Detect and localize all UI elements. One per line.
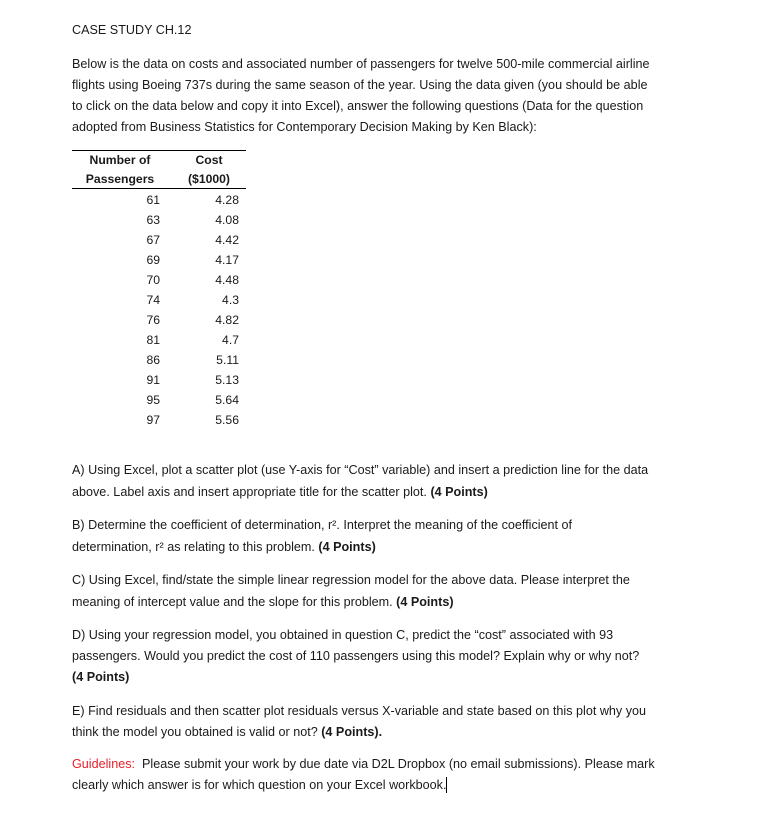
cell-cost: 4.7 [222,333,239,347]
guidelines-line[interactable] [72,777,447,793]
cell-passengers: 67 [146,233,160,247]
header-passengers [72,151,168,189]
period: . [378,725,383,739]
question-b-line: B) Determine the coefficient of determination, r². Interpret the meaning of the coefficient of [72,518,573,532]
question-d-line: D) Using your regression model, you obtained in question C, predict the “cost” associated with 93 [72,628,614,642]
points: (4 Points) [318,540,376,554]
question-a-line [72,484,488,500]
text: clearly which answer is for which question on your Excel workbook. [72,778,447,792]
text: think the model you obtained is valid or not? [72,725,322,739]
points: (4 Points) [430,485,488,499]
intro-line: Below is the data on costs and associated number of passengers for twelve 500-mile commercial airline [72,57,650,71]
guidelines-line [72,756,655,772]
cell-passengers: 95 [146,393,160,407]
question-a-line: A) Using Excel, plot a scatter plot (use Y-axis for “Cost” variable) and insert a prediction line for the data [72,463,649,477]
question-c-line: C) Using Excel, find/state the simple linear regression model for the above data. Please interpret the [72,573,630,587]
cell-cost: 5.56 [215,413,239,427]
question-e-line: E) Find residuals and then scatter plot residuals versus X-variable and state based on this plot why you [72,704,647,718]
cell-passengers: 97 [146,413,160,427]
cell-cost: 4.08 [215,213,239,227]
cell-passengers: 63 [146,213,160,227]
cell-passengers: 69 [146,253,160,267]
points: (4 Points) [72,670,130,684]
cell-cost: 4.82 [215,313,239,327]
header-line: Cost [195,153,223,167]
header-line: ($1000) [187,172,230,186]
cell-cost: 5.11 [216,353,239,367]
text: above. Label axis and insert appropriate title for the scatter plot. [72,485,431,499]
intro-line: flights using Boeing 737s during the same season of the year. Using the data given (you should be able [72,78,648,92]
header-bottom-rule [72,188,246,189]
cell-cost: 4.42 [215,233,239,247]
cell-passengers: 81 [146,333,160,347]
cell-passengers: 70 [146,273,160,287]
cell-cost: 4.48 [215,273,239,287]
cell-passengers: 76 [146,313,160,327]
header-cost [172,151,246,189]
cell-cost: 4.28 [215,193,239,207]
points: (4 Points) [321,725,379,739]
cell-cost: 4.17 [215,253,239,267]
intro-line: adopted from Business Statistics for Contemporary Decision Making by Ken Black): [72,120,537,134]
text: Please submit your work by due date via D2L Dropbox (no email submissions). Please mark [142,757,655,771]
cell-passengers: 74 [146,293,160,307]
cell-cost: 5.13 [215,373,239,387]
question-c-line [72,594,454,610]
text-cursor [446,777,447,793]
text: determination, r² as relating to this problem. [72,540,319,554]
question-e-line [72,724,382,740]
header-line: Passengers [85,172,155,186]
guidelines-label: Guidelines: [72,757,136,771]
header-line: Number of [89,153,151,167]
cell-passengers: 61 [146,193,160,207]
question-d-line [72,669,129,685]
text: meaning of intercept value and the slope for this problem. [72,595,397,609]
cell-cost: 5.64 [215,393,239,407]
intro-line: to click on the data below and copy it into Excel), answer the following questions (Data for the question [72,99,644,113]
points: (4 Points) [396,595,454,609]
question-d-line: passengers. Would you predict the cost of 110 passengers using this model? Explain why or why not? [72,649,640,663]
cell-passengers: 86 [146,353,160,367]
cell-passengers: 91 [146,373,160,387]
cell-cost: 4.3 [222,293,239,307]
document-title: CASE STUDY CH.12 [72,23,192,37]
question-b-line [72,539,376,555]
